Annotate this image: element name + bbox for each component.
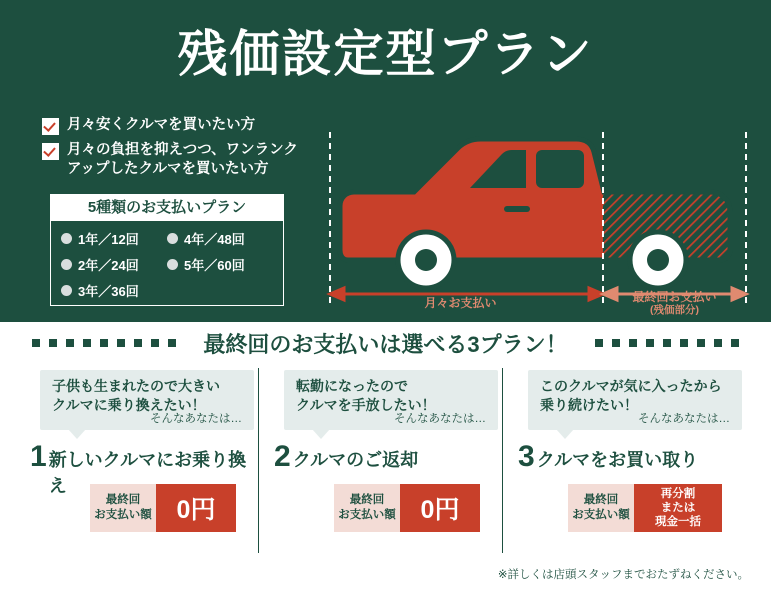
bullet-item (42, 116, 332, 135)
price-label-line2: お支払い額 (572, 509, 630, 521)
bullet-dot-icon (61, 285, 72, 296)
price-label (568, 484, 634, 532)
speech-bubble-subtext: そんなあなたは… (394, 413, 486, 425)
plan-option (61, 251, 167, 277)
header-band (0, 0, 771, 100)
option-name: クルマのご返却 (292, 450, 419, 470)
plan-option-label: 5年／60回 (184, 257, 245, 273)
bullet-list (42, 116, 332, 185)
speech-bubble-line1: このクルマが気に入ったから (540, 378, 722, 394)
price-label-line1: 最終回 (583, 494, 619, 506)
final-payment-label: 最終回お支払い (632, 290, 717, 304)
price-row (334, 484, 480, 532)
option-card-1 (26, 368, 258, 558)
price-label (334, 484, 400, 532)
upper-section (0, 100, 771, 322)
car-illustration (318, 102, 758, 317)
plan-option-label: 3年／36回 (78, 283, 139, 299)
checkbox-icon (42, 143, 59, 160)
bullet-dot-icon (167, 259, 178, 270)
option-number: 3 (518, 440, 535, 473)
option-name: 新しいクルマにお乗り換え (48, 450, 247, 496)
option-name: クルマをお買い取り (536, 450, 699, 470)
bullet-text-line2: アップしたクルマを買いたい方 (67, 161, 269, 177)
payment-plan-box (50, 194, 284, 306)
card-divider (258, 368, 259, 553)
plan-option-label: 2年／24回 (78, 257, 139, 273)
price-label-line1: 最終回 (349, 494, 385, 506)
price-row (90, 484, 236, 532)
price-value-line2: または (660, 502, 696, 514)
plan-option (167, 251, 273, 277)
bullet-text (67, 141, 298, 179)
bullet-dot-icon (167, 233, 178, 244)
speech-bubble (528, 370, 742, 430)
price-value: 0円 (400, 484, 480, 532)
option-cards (0, 368, 771, 558)
checkbox-icon (42, 118, 59, 135)
card-divider (502, 368, 503, 553)
monthly-payment-label: 月々お支払い (424, 296, 497, 310)
option-number: 1 (30, 440, 47, 473)
payment-plan-title: 5種類のお支払いプラン (51, 195, 283, 221)
decoration-squares-right (595, 339, 739, 347)
speech-bubble-line2: クルマを手放したい！ (296, 397, 436, 413)
footnote: ※詳しくは店頭スタッフまでおたずねください。 (497, 569, 749, 581)
plan-option-label: 1年／12回 (78, 231, 139, 247)
price-label (90, 484, 156, 532)
page-title: 残価設定型プラン (177, 25, 594, 83)
price-label-line2: お支払い額 (338, 509, 396, 521)
price-label-line2: お支払い額 (94, 509, 152, 521)
payment-plan-grid (61, 225, 273, 303)
plan-option-label: 4年／48回 (184, 231, 245, 247)
bullet-text-line1: 月々の負担を抑えつつ、ワンランク (67, 142, 298, 158)
bullet-item (42, 141, 332, 179)
option-card-2 (270, 368, 502, 558)
speech-bubble-subtext: そんなあなたは… (150, 413, 242, 425)
price-label-line1: 最終回 (105, 494, 141, 506)
speech-bubble-line2: 乗り続けたい！ (540, 397, 638, 413)
option-card-3 (514, 368, 746, 558)
speech-bubble-line2: クルマに乗り換えたい！ (52, 397, 206, 413)
price-value (634, 484, 722, 532)
speech-bubble (284, 370, 498, 430)
speech-bubble-line1: 子供も生まれたので大きい (52, 378, 220, 394)
speech-bubble-line1: 転勤になったので (296, 378, 408, 394)
option-number: 2 (274, 440, 291, 473)
plan-option (61, 225, 167, 251)
price-value-line3: 現金一括 (655, 516, 701, 528)
bullet-text: 月々安くクルマを買いたい方 (67, 117, 256, 133)
final-payment-sublabel: (残価部分) (650, 304, 699, 316)
mid-banner-title: 最終回のお支払いは選べる3プラン！ (203, 332, 568, 357)
price-value: 0円 (156, 484, 236, 532)
plan-option (167, 225, 273, 251)
car-svg (318, 102, 758, 317)
price-value-line1: 再分割 (660, 488, 696, 500)
option-heading (274, 442, 418, 472)
option-heading (518, 442, 698, 472)
speech-bubble-subtext: そんなあなたは… (638, 413, 730, 425)
plan-option (61, 277, 167, 303)
mid-banner (0, 322, 771, 366)
price-row (568, 484, 722, 532)
speech-bubble (40, 370, 254, 430)
bullet-dot-icon (61, 259, 72, 270)
bullet-dot-icon (61, 233, 72, 244)
